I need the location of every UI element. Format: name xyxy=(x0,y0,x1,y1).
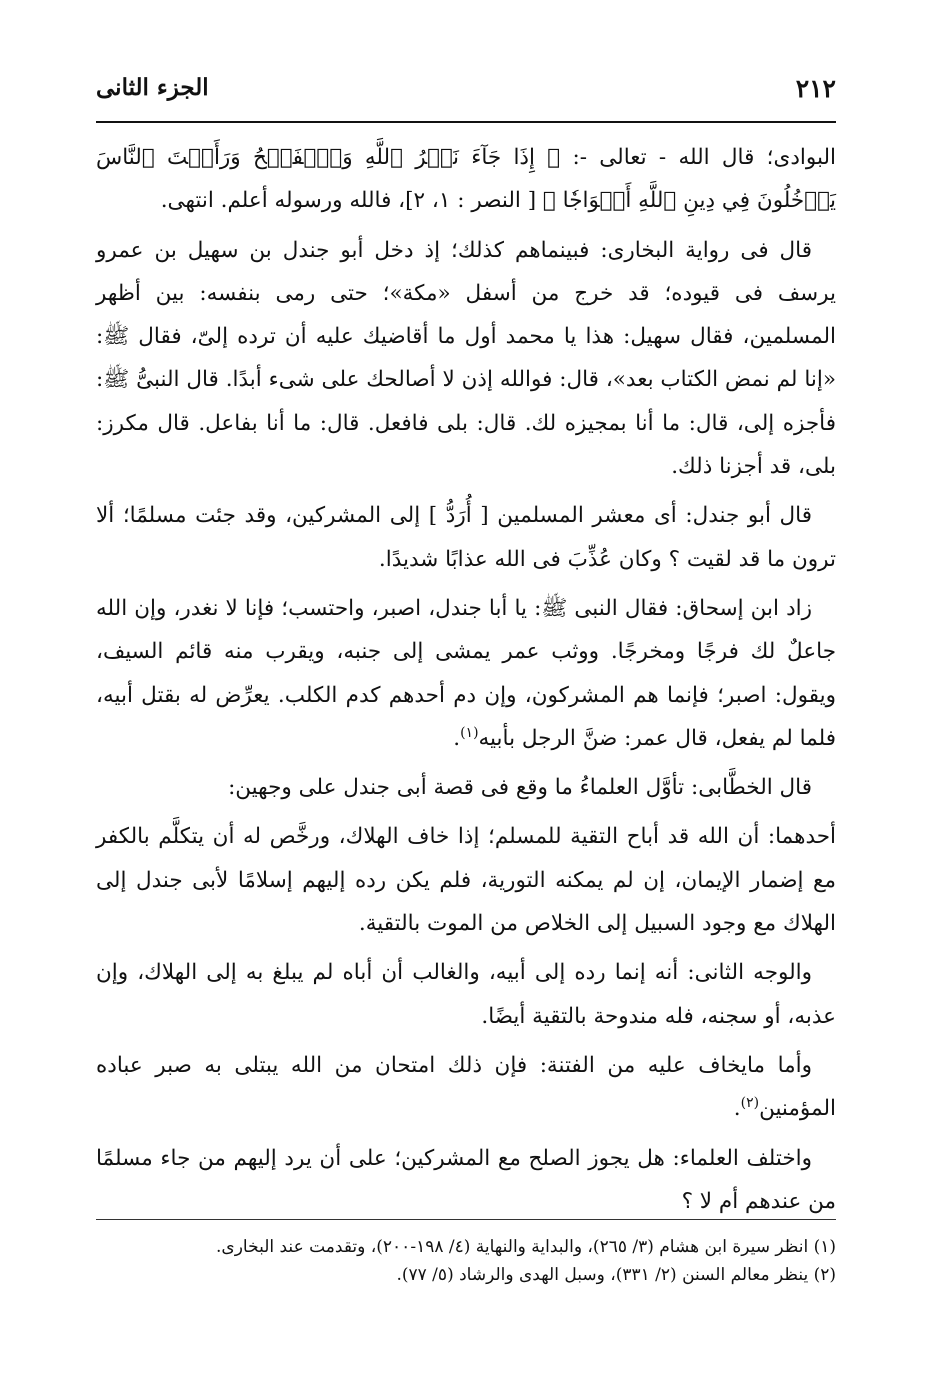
page-number: ٢١٢ xyxy=(795,74,836,103)
paragraph-5: قال الخطَّابى: تأوَّل العلماءُ ما وقع فى قصة أبى جندل على وجهين: xyxy=(228,775,812,801)
footnote-ref-2: (٢) xyxy=(740,1095,760,1112)
header-rule xyxy=(96,121,836,123)
main-text xyxy=(96,136,836,1229)
paragraph-9: واختلف العلماء: هل يجوز الصلح مع المشركين؛ على أن يرد إليهم من جاء مسلمًا من عندهم أم لا ؟ xyxy=(96,1145,836,1214)
footnote-2: (٢) ينظر معالم السنن (٢/ ٣٣١)، وسبل الهدى والرشاد (٥/ ٧٧). xyxy=(396,1265,836,1285)
footnotes xyxy=(96,1233,836,1289)
paragraph-6: أحدهما: أن الله قد أباح التقية للمسلم؛ إذا خاف الهلاك، ورخَّص له أن يتكلَّم بالكفر مع إضمار الإيمان، إن لم يمكنه التورية، فلم يكن رده إليهم إسلامًا لأبى جندل إلى الهلاك مع وجود السبيل إلى الخلاص من الموت بالتقية. xyxy=(96,824,836,937)
footnote-ref-1: (١) xyxy=(460,724,479,741)
paragraph-4-text: زاد ابن إسحاق: فقال النبى ﷺ: يا أبا جندل، اصبر، واحتسب؛ فإنا لا نغدر، وإن الله جاعلٌ لك فرجًا ومخرجًا. ووثب عمر يمشى إلى جنبه، ويقرب منه قائم السيف، ويقول: اصبر؛ فإنما هم المشركون، وإن دم أحدهم كدم الكلب. يعرِّض له بقتل أبيه، فلما لم يفعل، قال عمر: ضنَّ الرجل بأبيه xyxy=(96,595,836,751)
paragraph-7: والوجه الثانى: أنه إنما رده إلى أبيه، والغالب أن أباه لم يبلغ به إلى الهلاك، وإن عذبه، أو سجنه، فله مندوحة بالتقية أيضًا. xyxy=(96,960,836,1029)
paragraph-8-period: . xyxy=(733,1096,741,1122)
paragraph-8-text: وأما مايخاف عليه من الفتنة: فإن ذلك امتحان من الله يبتلى به صبر عباده المؤمنين xyxy=(96,1052,836,1122)
paragraph-4 xyxy=(96,587,836,760)
footnote-rule xyxy=(96,1219,836,1220)
running-title: الجزء الثانى xyxy=(96,74,209,101)
page-header xyxy=(96,68,836,108)
footnote-1: (١) انظر سيرة ابن هشام (٣/ ٢٦٥)، والبداية والنهاية (٤/ ١٩٨-٢٠٠)، وتقدمت عند البخارى. xyxy=(216,1237,836,1257)
paragraph-3: قال أبو جندل: أى معشر المسلمين [ أُرَدُّ ] إلى المشركين، وقد جئت مسلمًا؛ ألا ترون ما قد لقيت ؟ وكان عُذِّبَ فى الله عذابًا شديدًا. xyxy=(96,503,836,572)
paragraph-2: قال فى رواية البخارى: فبينماهم كذلك؛ إذ دخل أبو جندل بن سهيل بن عمرو يرسف فى قيوده؛ قد خرج من أسفل «مكة»؛ حتى رمى بنفسه: بين أظهر المسلمين، فقال سهيل: هذا يا محمد أول ما أقاضيك عليه أن ترده إلىّ، فقال ﷺ: «إنا لم نمض الكتاب بعد»، قال: فوالله إذن لا أصالحك على شىء أبدًا. قال النبىُّ ﷺ: فأجزه إلى، قال: ما أنا بمجيزه لك. قال: بلى فافعل. قال: ما أنا بفاعل. قال مكرز: بلى، قد أجزنا ذلك. xyxy=(96,237,836,480)
paragraph-1: البوادى؛ قال الله - تعالى -: ﴿ إِذَا جَآءَ نَصۡرُ ٱللَّهِ وَٱلۡفَتۡحُ وَرَأَيۡتَ ٱلنَّاسَ يَدۡخُلُونَ فِي دِينِ ٱللَّهِ أَفۡوَاجٗا ﴾ [ النصر : ١، ٢]، فالله ورسوله أعلم. انتهى. xyxy=(96,145,836,214)
paragraph-8 xyxy=(96,1044,836,1131)
paragraph-4-period: . xyxy=(453,725,461,751)
